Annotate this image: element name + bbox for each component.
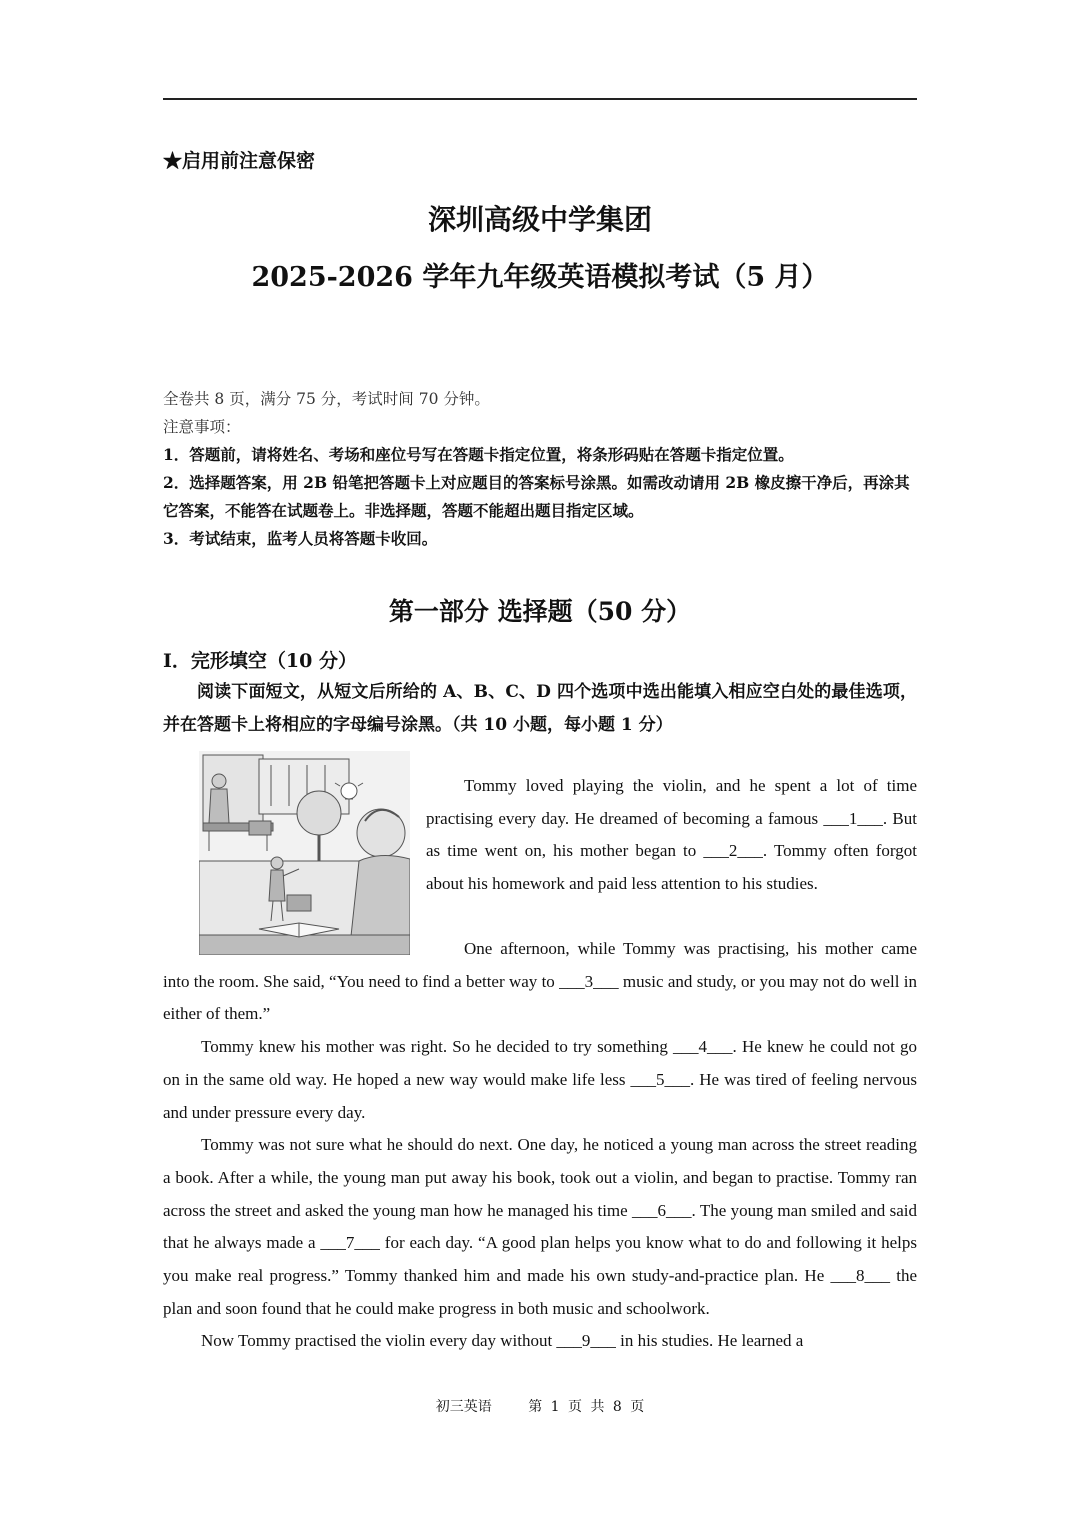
page-footer xyxy=(0,1396,1080,1416)
footer-subject: 初三英语 xyxy=(435,1399,492,1415)
passage-paragraph-3: Tommy knew his mother was right. So he decided to try something ___4___. He knew he could not go on in the same old way. He hoped a new way would make life less ___5___. He was tired of feeling nervous and under pressure every day. xyxy=(163,1037,917,1122)
passage-paragraph-2: One afternoon, while Tommy was practising, his mother came into the room. She said, “You need to find a better way to ___3___ music and study, or you may not do well in either of them.” xyxy=(163,939,917,1024)
notes-heading: 注意事项： xyxy=(163,418,241,436)
exam-summary: 全卷共 8 页，满分 75 分，考试时间 70 分钟。 xyxy=(163,390,490,408)
part-title: 第一部分 选择题（50 分） xyxy=(388,597,692,626)
school-name: 深圳高级中学集团 xyxy=(427,203,652,236)
confidential-notice: ★启用前注意保密 xyxy=(163,150,316,172)
passage-body xyxy=(163,933,917,1358)
passage-intro xyxy=(426,770,917,901)
illustration-boy-violin xyxy=(199,751,410,955)
note-1: 1．答题前，请将姓名、考场和座位号写在答题卡指定位置，将条形码贴在答题卡指定位置。 xyxy=(163,445,794,464)
exam-info xyxy=(163,385,917,553)
passage-paragraph-1: Tommy loved playing the violin, and he spent a lot of time practising every day. He dreamed of becoming a famous ___1___. But as time went on, his mother began to ___2___. Tommy often forgot about his homework and paid less attention to his studies. xyxy=(426,776,917,894)
note-2: 2．选择题答案，用 2B 铅笔把答题卡上对应题目的答案标号涂黑。如需改动请用 2B 橡皮擦干净后，再涂其它答案，不能答在试题卷上。非选择题，答题不能超出题目指定区域。 xyxy=(163,473,910,520)
header-rule xyxy=(163,98,917,100)
section-title: I．完形填空（10 分） xyxy=(163,650,357,672)
exam-title: 2025-2026 学年九年级英语模拟考试（5 月） xyxy=(251,262,829,293)
passage-paragraph-5: Now Tommy practised the violin every day without ___9___ in his studies. He learned a xyxy=(201,1331,804,1351)
passage-paragraph-4: Tommy was not sure what he should do next. One day, he noticed a young man across the street reading a book. After a while, the young man put away his book, took out a violin, and began to practise. Tommy ran across the street and asked the young man how he managed his time ___6___. The young man smiled and said that he always made a ___7___ for each day. “A good plan helps you know what to do and following it helps you make real progress.” Tommy thanked him and made his own study-and-practice plan. He ___8___ the plan and soon found that he could make progress in both music and schoolwork. xyxy=(163,1135,917,1318)
section-instructions: 阅读下面短文，从短文后所给的 A、B、C、D 四个选项中选出能填入相应空白处的最佳选项，并在答题卡上将相应的字母编号涂黑。（共 10 小题，每小题 1 分） xyxy=(163,682,917,735)
footer-page-number: 第 1 页 共 8 页 xyxy=(528,1399,645,1415)
note-3: 3．考试结束，监考人员将答题卡收回。 xyxy=(163,529,438,548)
